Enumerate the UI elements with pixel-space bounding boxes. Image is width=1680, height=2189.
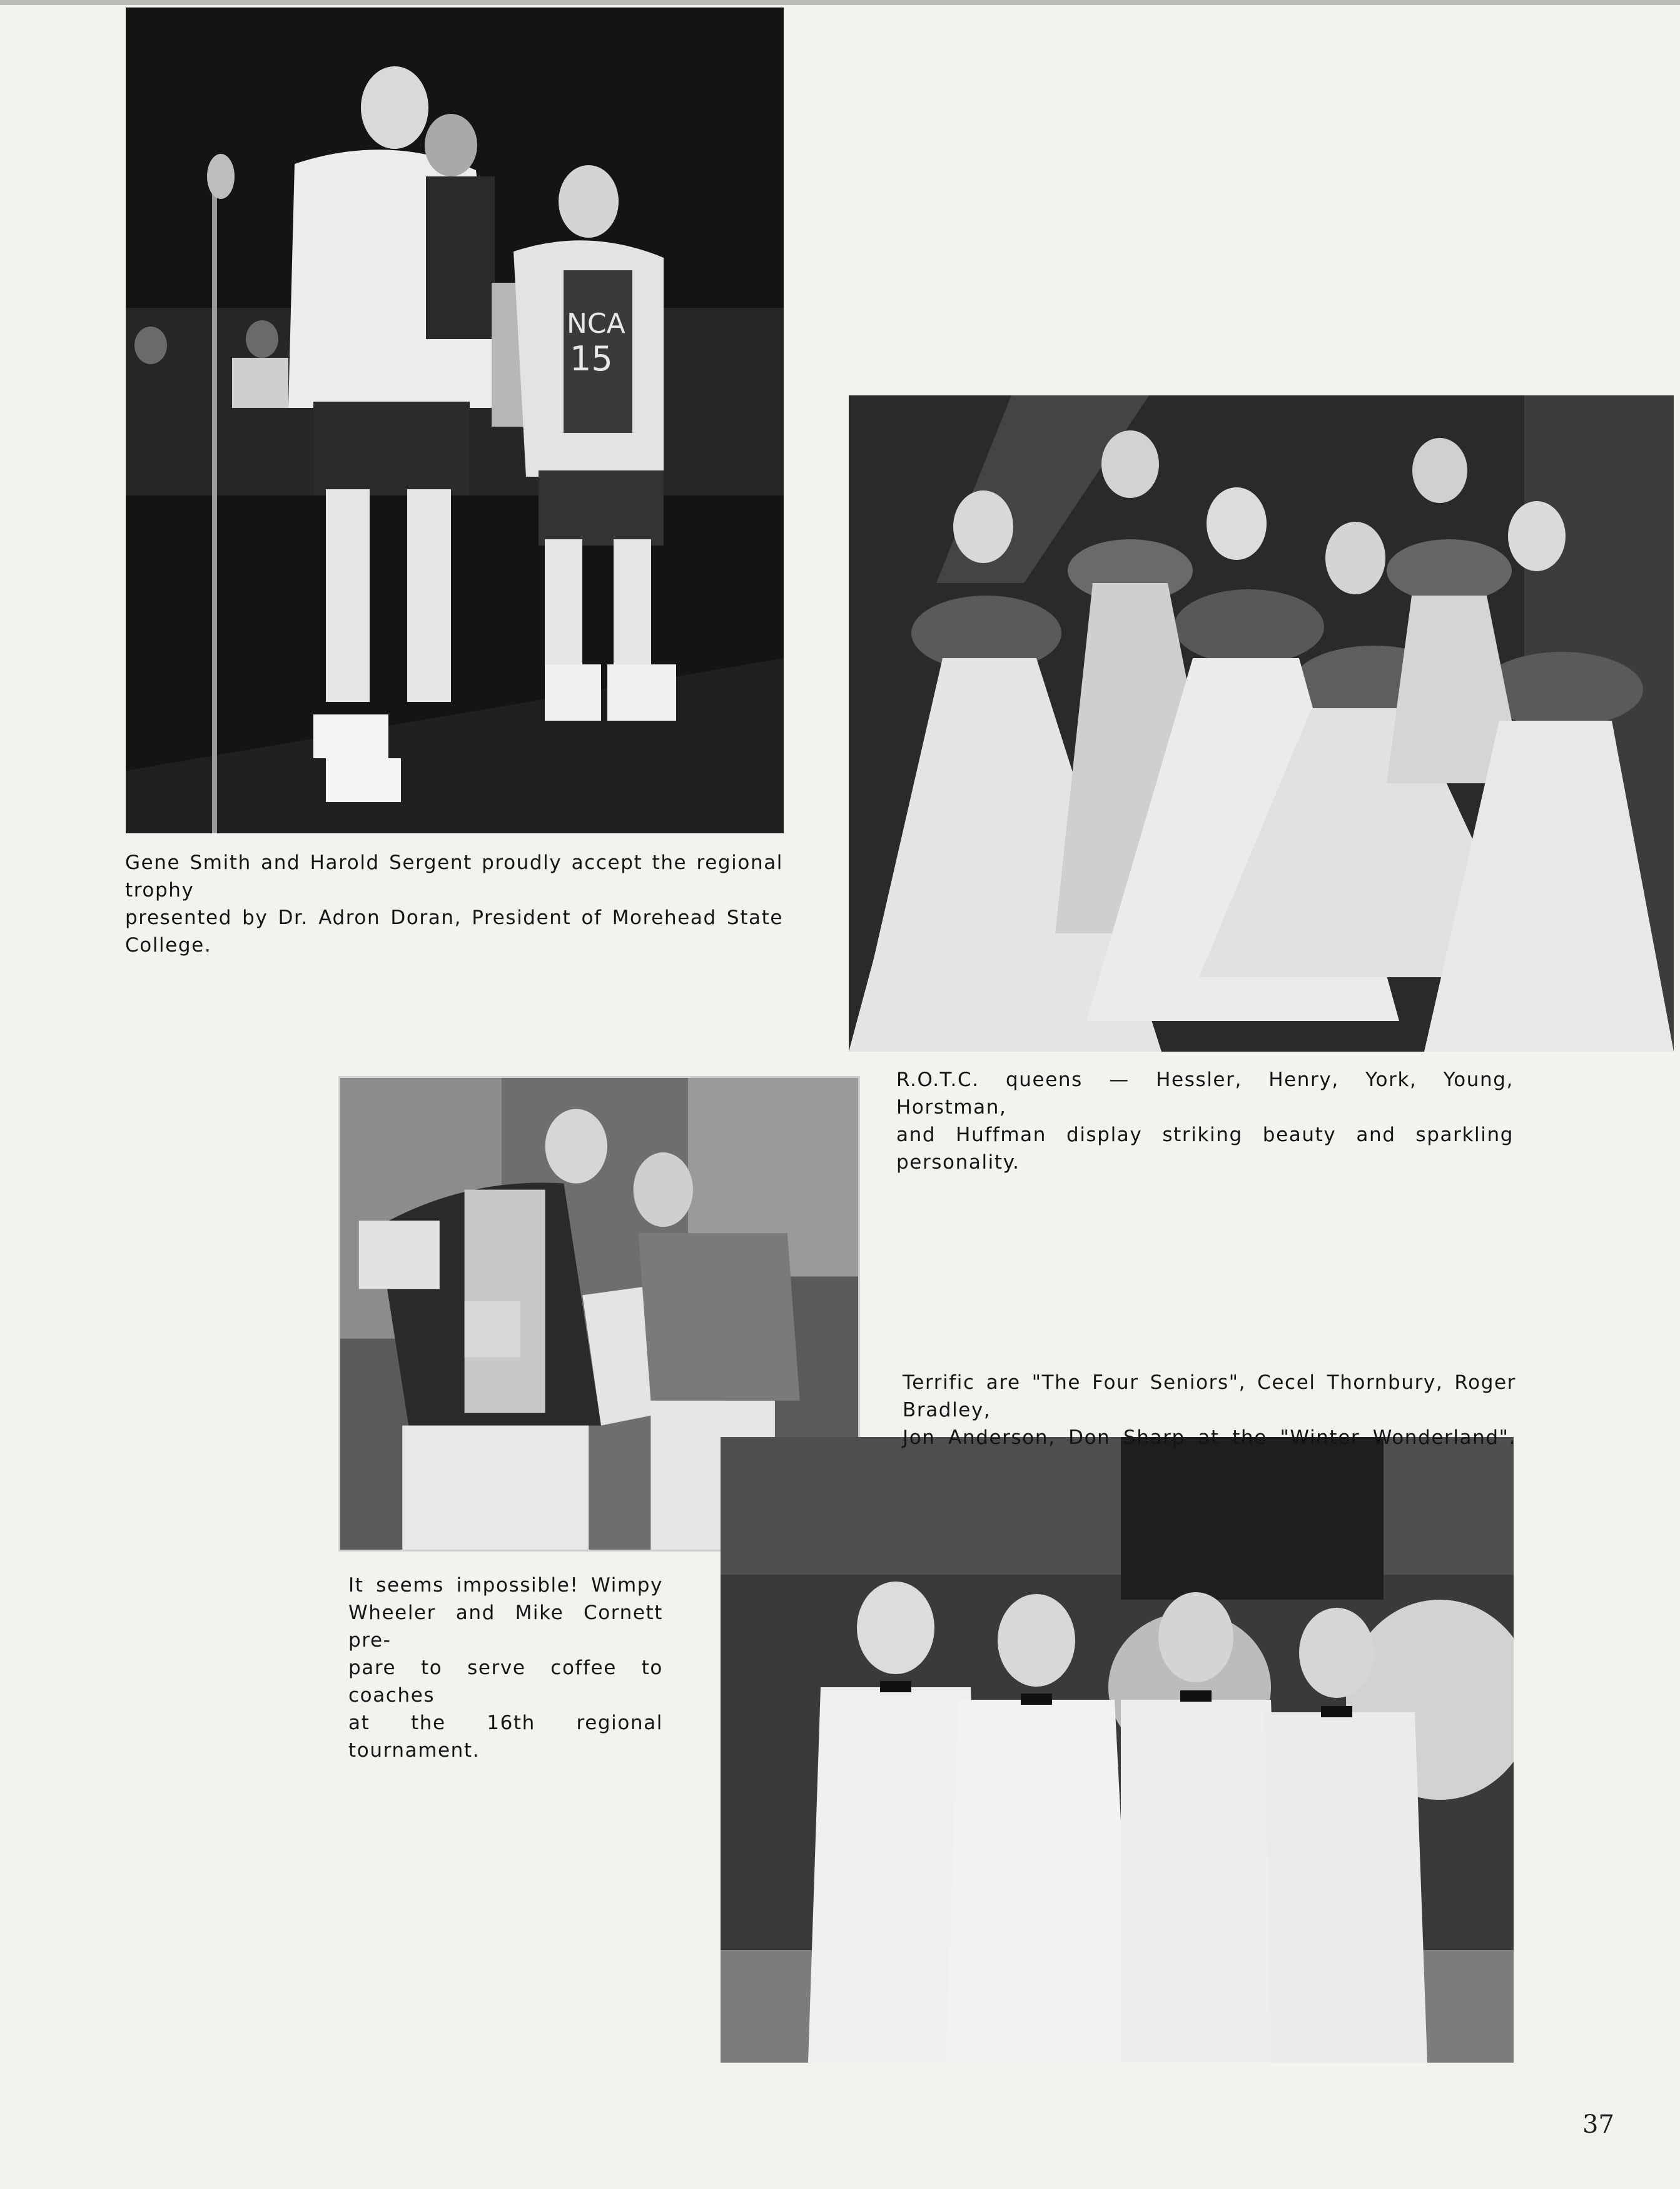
caption-line: at the 16th regional tournament.: [348, 1712, 663, 1762]
page-top-edge: [0, 0, 1680, 5]
trophy-photo: [126, 8, 784, 833]
caption-line: Jon Anderson, Don Sharp at the "Winter Wonderland".: [903, 1426, 1516, 1449]
jersey-number: 15: [570, 339, 613, 378]
page-number: 37: [1582, 2110, 1614, 2139]
four-seniors-photo: [721, 1437, 1514, 2063]
caption-line: Gene Smith and Harold Sergent proudly accept the regional trophy: [125, 851, 783, 902]
caption-line: and Huffman display striking beauty and sparkling personality.: [896, 1124, 1514, 1174]
rotc-queens-photo: [849, 395, 1674, 1052]
caption-line: R.O.T.C. queens — Hessler, Henry, York, Young, Horstman,: [896, 1069, 1514, 1119]
caption-line: Terrific are "The Four Seniors", Cecel Thornbury, Roger Bradley,: [903, 1371, 1516, 1421]
rotc-queens-caption: [896, 1066, 1514, 1176]
caption-line: It seems impossible! Wimpy: [348, 1574, 663, 1597]
four-seniors-caption: [903, 1369, 1516, 1451]
caption-line: Wheeler and Mike Cornett pre-: [348, 1602, 663, 1652]
trophy-caption: [125, 849, 783, 959]
coffee-caption: [348, 1572, 663, 1764]
caption-line: presented by Dr. Adron Doran, President of Morehead State College.: [125, 907, 783, 957]
caption-line: pare to serve coffee to coaches: [348, 1657, 663, 1707]
jersey-letters: NCA: [567, 308, 625, 340]
